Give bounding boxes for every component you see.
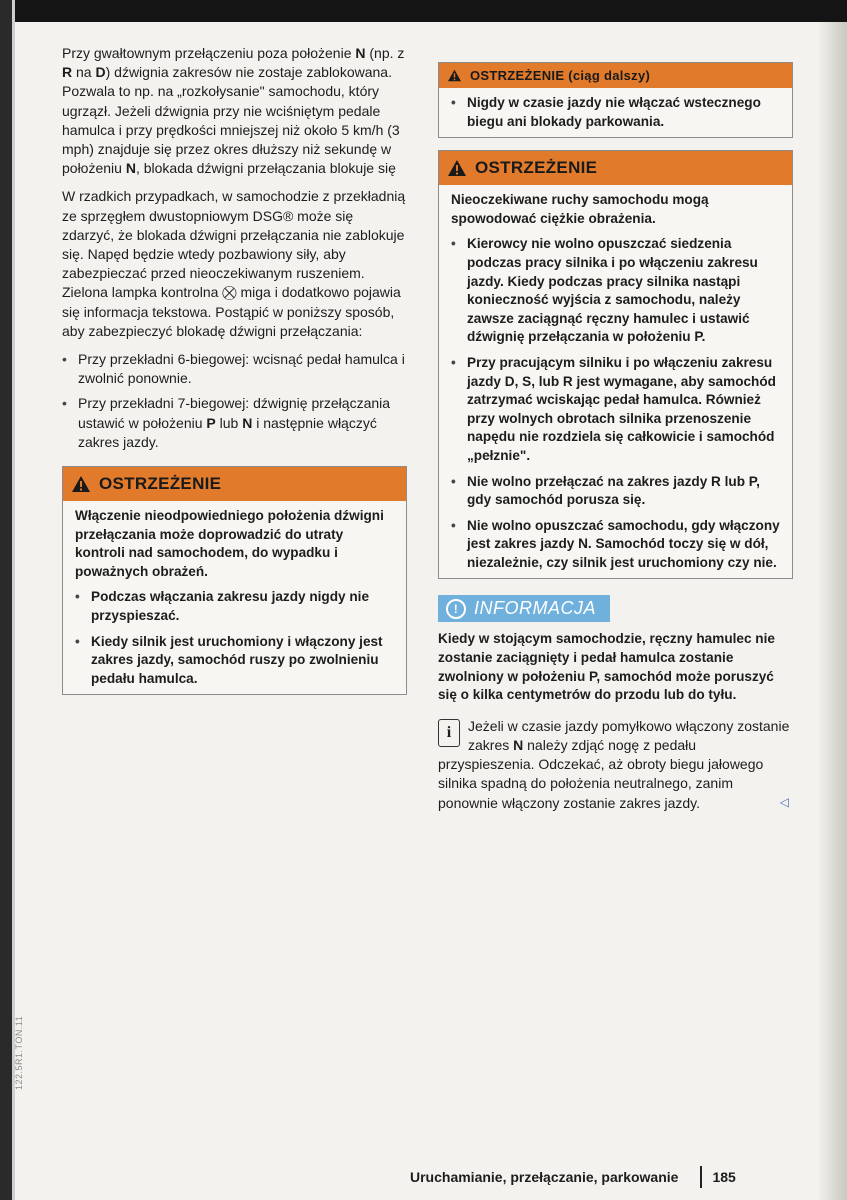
warning-item: • Nie wolno opuszczać samochodu, gdy włączony jest zakres jazdy N. Samochód toczy się w dół, niezależnie, czy silnik jest uruchomiony czy nie. [451, 517, 780, 570]
warning-body [63, 501, 406, 694]
bullet-7-speed: • Przy przekładni 7-biegowej: dźwignię przełączania ustawić w położeniu P lub N i następnie włączyć zakres jazdy. [62, 395, 391, 450]
warning-item: • Podczas włączania zakresu jazdy nigdy nie przyspieszać. [75, 589, 370, 624]
note-block [438, 717, 793, 813]
bullet-dot: • [62, 351, 67, 368]
bullet-dot: • [451, 473, 456, 489]
end-triangle-icon: ◁ [779, 794, 789, 809]
warning-item: • Nie wolno przełączać na zakres jazdy R lub P, gdy samochód porusza się. [451, 473, 760, 508]
scan-top-edge [0, 0, 847, 22]
footer-section-title: Uruchamianie, przełączanie, parkowanie [410, 1169, 679, 1185]
warning-triangle-icon [71, 475, 91, 493]
bullet-dot: • [75, 589, 80, 605]
info-title: INFORMACJA [474, 598, 596, 619]
note-text: Jeżeli w czasie jazdy pomyłkowo włączony zostanie zakres N należy zdjąć nogę z pedału przyspieszenia. Odczekać, aż obroty biegu jałowego silnika spadną do położenia neutralnego, zanim ponownie włączony zostanie zakres jazdy. [438, 717, 790, 811]
bullet-dot: • [451, 95, 456, 110]
paragraph-dsg-lock-failure: W rzadkich przypadkach, w samochodzie z przekładnią ze sprzęgłem dwustopniowym DSG® może się zdarzyć, że blokada dźwigni przełączania nie zablokuje się. Napęd będzie wtedy pozbawiony siły, aby zabezpieczać przed nieoczekiwanym ruszeniem. Zielona lampka kontrolna ⛒ miga i dodatkowo pojawia się informacja tekstowa. Postąpić w poniższy sposób, aby zabezpieczyć blokadę dźwigni przełączania: [62, 188, 406, 339]
info-body [438, 630, 793, 704]
bullet-dot: • [451, 517, 456, 533]
warning-triangle-icon [447, 69, 462, 82]
warning-body [439, 88, 792, 137]
warning-body [439, 185, 792, 578]
warning-item: • Nigdy w czasie jazdy nie włączać wstecznego biegu ani blokady parkowania. [451, 95, 761, 129]
warning-title: OSTRZEŻENIE [99, 474, 222, 494]
warning-intro: Włączenie nieodpowiedniego położenia dźwigni przełączania może doprowadzić do utraty kontroli nad samochodem, do wypadku i poważnych obrażeń. [75, 508, 384, 579]
warning-header [439, 63, 792, 88]
page-number: 185 [712, 1169, 736, 1185]
bullet-dot: • [451, 236, 456, 252]
right-column [438, 62, 793, 822]
footer-separator [700, 1166, 702, 1188]
warning-triangle-icon [447, 159, 467, 177]
bullet-dot: • [62, 395, 67, 412]
warning-header [439, 151, 792, 185]
print-code: 122.5R1.TON.11 [14, 1015, 24, 1090]
info-i-icon: i [438, 719, 460, 747]
info-circle-icon: ! [446, 599, 466, 619]
warning-title: OSTRZEŻENIE [475, 158, 598, 178]
bullet-dot: • [75, 633, 80, 649]
warning-title: OSTRZEŻENIE (ciąg dalszy) [470, 68, 651, 83]
left-column [62, 44, 407, 705]
bullet-dot: • [451, 354, 456, 370]
warning-box-vehicle-movement [438, 150, 793, 579]
paragraph-gear-lock-release: Przy gwałtownym przełączeniu poza położenie N (np. z R na D) dźwignia zakresów nie zostaje zablokowana. Pozwala to np. na „rozkołysanie" samochodu, który ugrzązł. Jeżeli dźwignia przy nie wciśniętym pedale hamulca i przy prędkości mniejszej niż około 5 km/h (3 mph) znajduje się przez okres dłuższy niż sekundę w położeniu N, blokada dźwigni przełączania blokuje się [62, 45, 405, 177]
warning-item: • Kiedy silnik jest uruchomiony i włączony jest zakres jazdy, samochód ruszy po zwolnieniu pedału hamulca. [75, 633, 383, 686]
page-footer [410, 1166, 736, 1188]
warning-item: • Przy pracującym silniku i po włączeniu zakresu jazdy D, S, lub R jest wymagane, aby samochód zatrzymać wciskając pedał hamulca. Również przy wolnych obrotach silnika przenoszenie napędu nie rozdziela się całkowicie i samochód „pełznie". [451, 354, 776, 463]
bullet-6-speed: • Przy przekładni 6-biegowej: wcisnąć pedał hamulca i zwolnić ponownie. [62, 351, 405, 387]
scan-left-edge [0, 0, 12, 1200]
page-curl-shadow [817, 22, 847, 1200]
warning-box-gear-selection [62, 466, 407, 695]
warning-intro: Nieoczekiwane ruchy samochodu mogą spowodować ciężkie obrażenia. [451, 192, 709, 226]
warning-header [63, 467, 406, 501]
warning-item: • Kierowcy nie wolno opuszczać siedzenia podczas pracy silnika i po włączeniu zakresu jazdy. Kiedy podczas pracy silnika nastąpi konieczność wyjścia z samochodu, należy zawsze zaciągnąć ręczny hamulec i ustawić dźwignię przełączania w położeniu P. [451, 236, 758, 345]
info-header [438, 595, 610, 622]
warning-box-continued [438, 62, 793, 138]
info-text: Kiedy w stojącym samochodzie, ręczny hamulec nie zostanie zaciągnięty i pedał hamulca zostanie zwolniony w położeniu P, samochód może poruszyć się o kilka centymetrów do przodu lub do tyłu. [438, 631, 775, 703]
